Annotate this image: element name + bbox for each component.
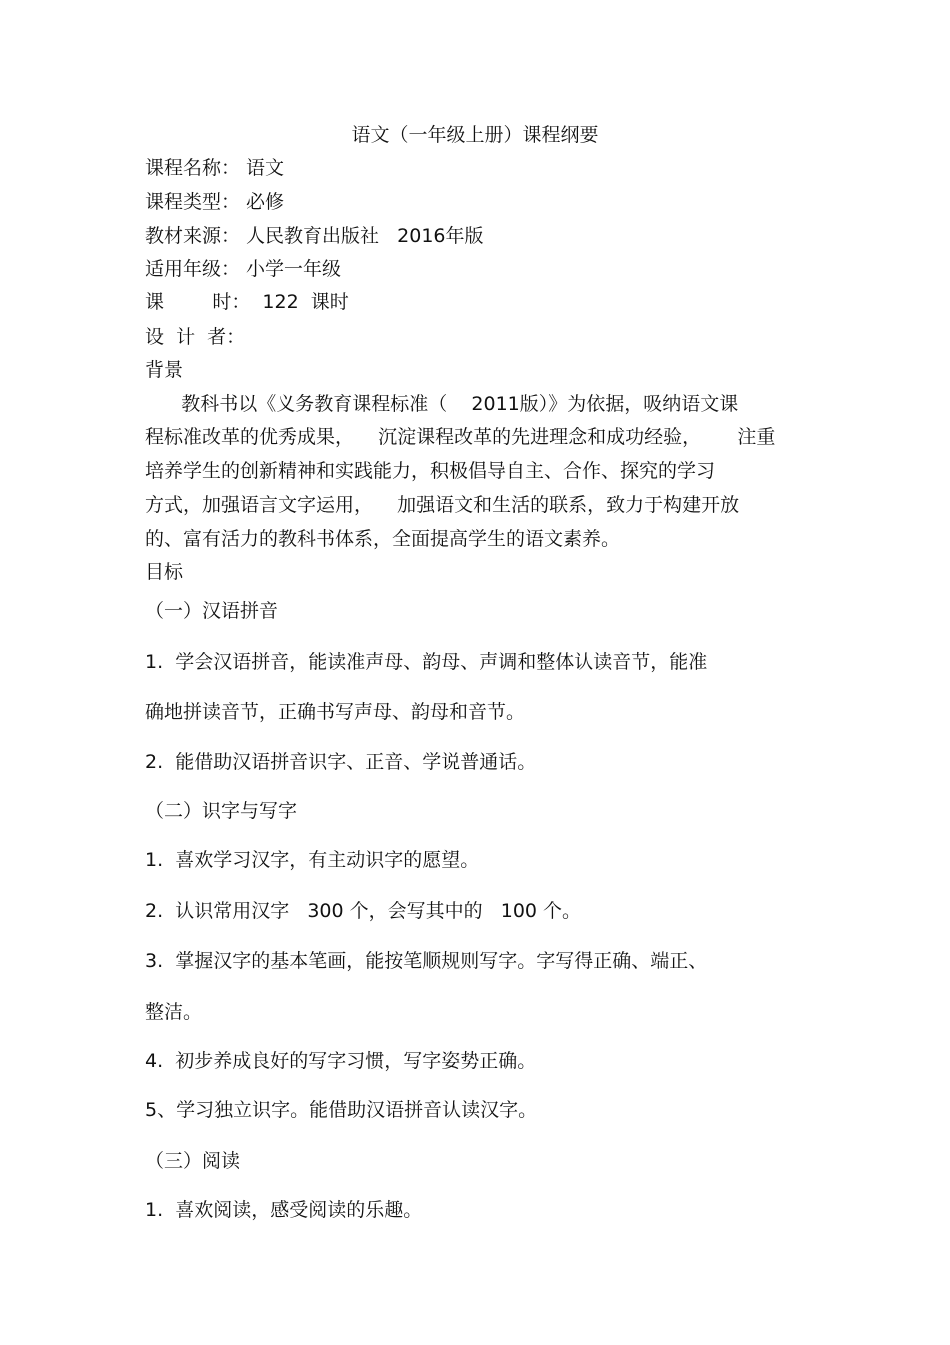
pinyin-item-1-line-1: 1. 学会汉语拼音，能读准声母、韵母、声调和整体认读音节，能准 [145,651,708,673]
literacy-item-2: 2. 认识常用汉字 300 个，会写其中的 100 个。 [145,900,582,922]
meta-course-name: 课程名称： 语文 [145,157,285,179]
background-line-4: 方式，加强语言文字运用， 加强语文和生活的联系，致力于构建开放 [145,494,740,516]
meta-designer: 设 计 者： [145,326,246,348]
meta-hours: 课 时： 122 课时 [145,291,349,313]
meta-grade: 适用年级： 小学一年级 [145,258,342,280]
background-heading: 背景 [145,359,184,381]
section-heading-pinyin: （一）汉语拼音 [145,600,279,622]
background-line-3: 培养学生的创新精神和实践能力，积极倡导自主、合作、探究的学习 [145,460,716,482]
meta-course-type: 课程类型： 必修 [145,191,285,213]
background-line-1: 教科书以《义务教育课程标准（ 2011版）》为依据，吸纳语文课 [145,393,739,415]
background-line-5: 的、富有活力的教科书体系，全面提高学生的语文素养。 [145,528,621,550]
reading-item-1: 1. 喜欢阅读，感受阅读的乐趣。 [145,1199,423,1221]
section-heading-reading: （三）阅读 [145,1150,241,1172]
background-line-2: 程标准改革的优秀成果， 沉淀课程改革的先进理念和成功经验， 注重 [145,426,776,448]
meta-textbook-source: 教材来源： 人民教育出版社 2016年版 [145,225,484,247]
literacy-item-1: 1. 喜欢学习汉字，有主动识字的愿望。 [145,849,480,871]
literacy-item-4: 4. 初步养成良好的写字习惯，写字姿势正确。 [145,1050,537,1072]
pinyin-item-1-line-2: 确地拼读音节，正确书写声母、韵母和音节。 [145,701,526,723]
goals-heading: 目标 [145,561,184,583]
section-heading-literacy: （二）识字与写字 [145,800,298,822]
document-title: 语文（一年级上册）课程纲要 [351,124,599,146]
literacy-item-3-line-2: 整洁。 [145,1001,203,1023]
literacy-item-3-line-1: 3. 掌握汉字的基本笔画，能按笔顺规则写字。字写得正确、端正、 [145,950,708,972]
pinyin-item-2: 2. 能借助汉语拼音识字、正音、学说普通话。 [145,751,537,773]
literacy-item-5: 5、学习独立识字。能借助汉语拼音认读汉字。 [145,1099,538,1121]
